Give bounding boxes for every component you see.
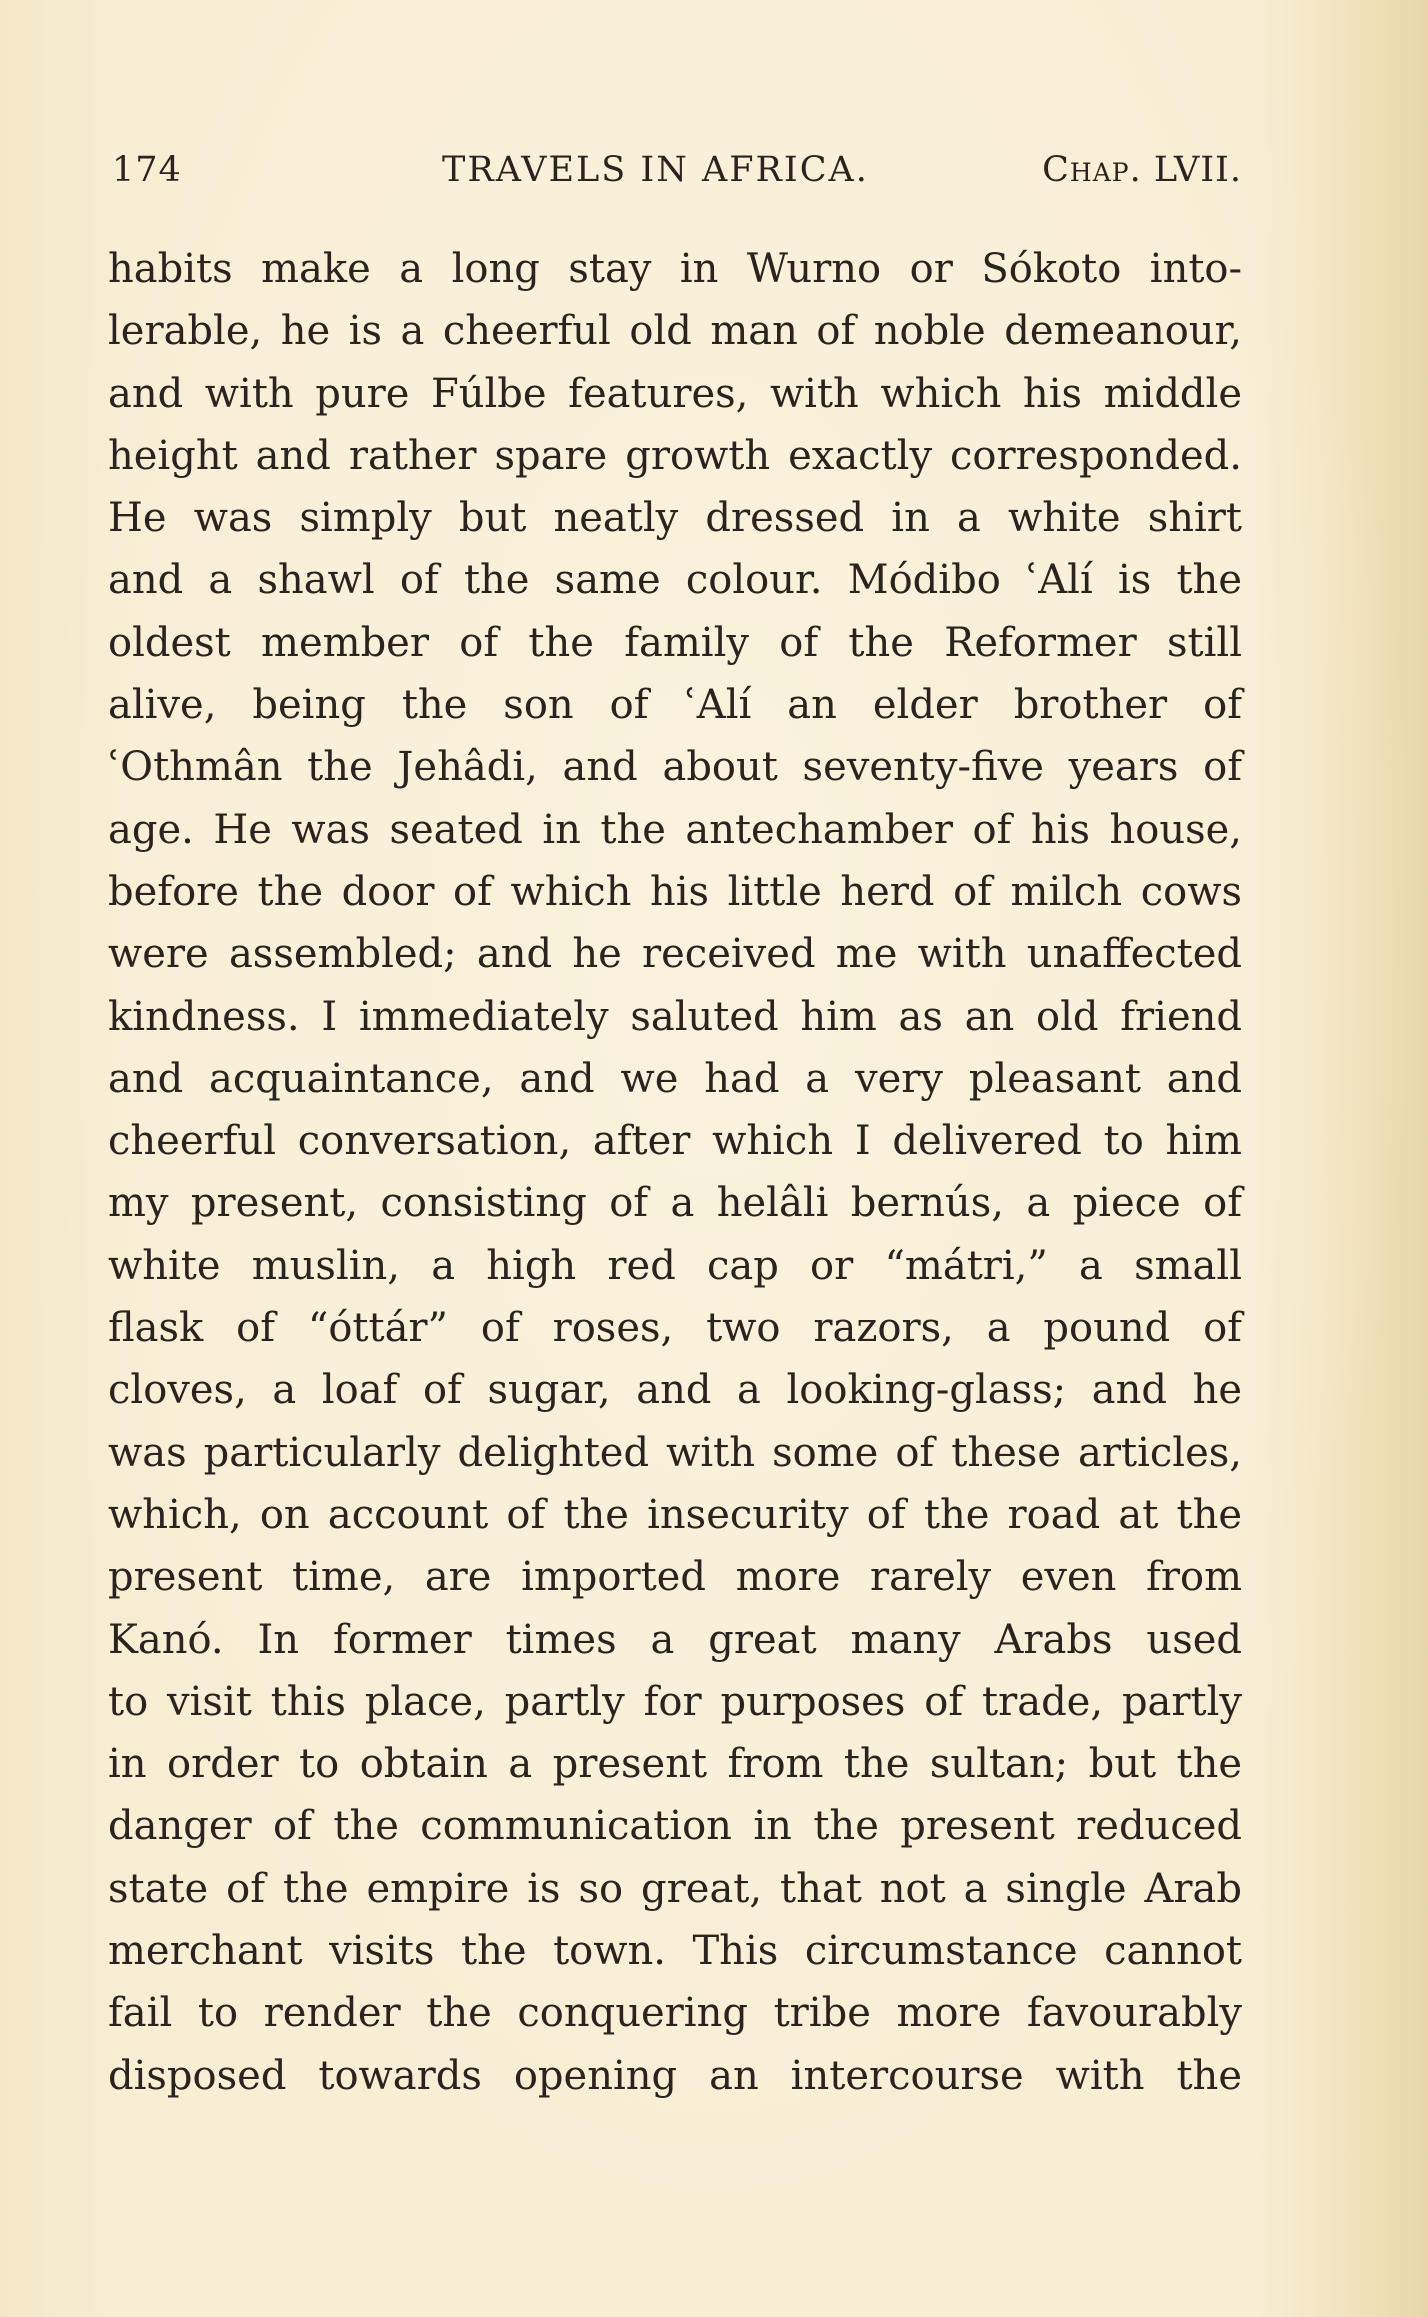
text-line: white muslin, a high red cap or “mátri,” a small: [108, 1242, 1242, 1289]
text-line: state of the empire is so great, that not a single Arab: [108, 1865, 1242, 1912]
running-title: TRAVELS IN AFRICA.: [442, 150, 869, 190]
text-line: kindness. I immediately saluted him as an old friend: [108, 993, 1242, 1040]
text-line: and with pure Fúlbe features, with which his middle: [108, 370, 1242, 417]
text-line: age. He was seated in the antechamber of his house,: [108, 806, 1242, 853]
text-line: present time, are imported more rarely even from: [108, 1554, 1242, 1601]
text-line: were assembled; and he received me with unaffected: [108, 931, 1242, 978]
text-line: before the door of which his little herd of milch cows: [108, 868, 1242, 915]
text-line: in order to obtain a present from the sultan; but the: [108, 1741, 1242, 1788]
text-line: which, on account of the insecurity of the road at the: [108, 1491, 1242, 1538]
text-line: oldest member of the family of the Reformer still: [108, 619, 1242, 666]
body-text: [108, 238, 1242, 2107]
text-line: He was simply but neatly dressed in a white shirt: [108, 495, 1242, 542]
page-number: 174: [112, 150, 182, 190]
text-line: and a shawl of the same colour. Módibo ʿAlí is the: [108, 557, 1242, 604]
text-line: merchant visits the town. This circumstance cannot: [108, 1928, 1242, 1975]
text-line: cheerful conversation, after which I delivered to him: [108, 1118, 1242, 1165]
chapter-label: Chap. LVII.: [1042, 150, 1242, 190]
text-line: cloves, a loaf of sugar, and a looking-glass; and he: [108, 1367, 1242, 1414]
text-line: danger of the communication in the present reduced: [108, 1803, 1242, 1850]
text-line: was particularly delighted with some of these articles,: [108, 1429, 1242, 1476]
text-line: fail to render the conquering tribe more favourably: [108, 1990, 1242, 2037]
text-line: to visit this place, partly for purposes of trade, partly: [108, 1678, 1242, 1725]
text-line: ʿOthmân the Jehâdi, and about seventy-five years of: [108, 744, 1242, 791]
text-line: and acquaintance, and we had a very pleasant and: [108, 1055, 1242, 1102]
text-line: disposed towards opening an intercourse with the: [108, 2052, 1242, 2099]
text-line: my present, consisting of a helâli bernús, a piece of: [108, 1180, 1242, 1227]
text-line: Kanó. In former times a great many Arabs used: [108, 1616, 1242, 1663]
text-line: height and rather spare growth exactly corresponded.: [108, 432, 1242, 479]
running-header: [112, 140, 1242, 200]
text-line: lerable, he is a cheerful old man of noble demeanour,: [108, 308, 1242, 355]
text-line: alive, being the son of ʿAlí an elder brother of: [108, 682, 1242, 729]
text-line: habits make a long stay in Wurno or Sókoto into-: [108, 246, 1242, 292]
text-line: flask of “óttár” of roses, two razors, a pound of: [108, 1305, 1242, 1352]
